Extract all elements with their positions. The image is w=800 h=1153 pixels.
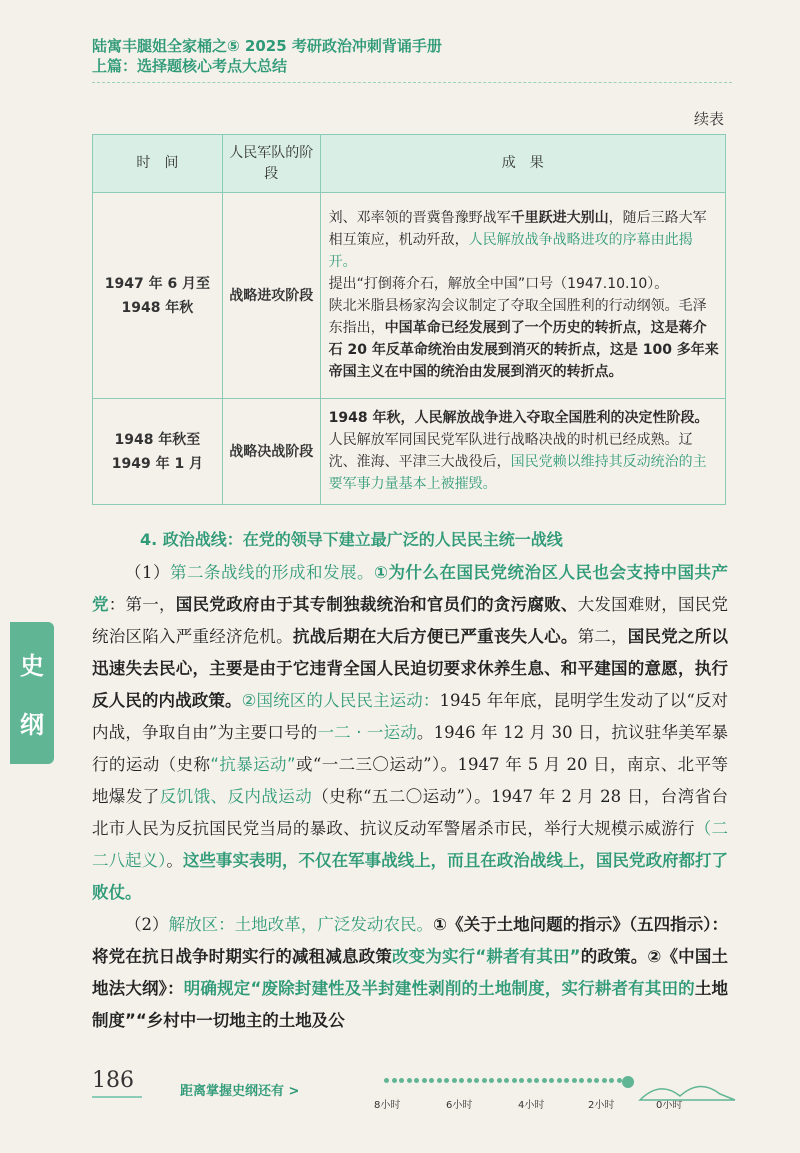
progress-dot: [489, 1078, 494, 1083]
history-table: [92, 134, 726, 505]
header-result: 成 果: [320, 135, 725, 193]
tick-label: 8小时: [374, 1100, 401, 1111]
paragraph-2: （2）解放区：土地改革，广泛发动农民。①《关于土地问题的指示》（五四指示）：将党在抗日战争时期实行的减租减息政策改变为实行“耕者有其田”的政策。②《中国土地法大纲》：明确规定“废除封建性及半封建性剥削的土地制度，实行耕者有其田的土地制度”“乡村中一切地主的土地及公: [92, 915, 729, 1030]
progress-dot: [504, 1078, 509, 1083]
table-row: [93, 399, 726, 505]
header-time: 时 间: [93, 135, 223, 193]
progress-dot: [557, 1078, 562, 1083]
row-result: 刘、邓率领的晋冀鲁豫野战军千里跃进大别山，随后三路大军相互策应，机动歼敌，人民解放战争战略进攻的序幕由此揭开。 提出“打倒蒋介石，解放全中国”口号（1947.10.10）。 陕北米脂县杨家沟会议制定了夺取全国胜利的行动纲领。毛泽东指出，中国革命已经发展到了一个历史的转折点，这是蒋介石 20 年反革命统治由发展到消灭的转折点，这是 100 多年来帝国主义在中国的统治由发展到消灭的转折点。: [320, 193, 725, 399]
progress-dot: [399, 1078, 404, 1083]
progress-dot: [497, 1078, 502, 1083]
table-header-row: [93, 135, 726, 193]
side-tab-char: 纲: [20, 711, 44, 739]
page-footer: [0, 1060, 800, 1120]
progress-dot: [542, 1078, 547, 1083]
row-time: 1948 年秋至 1949 年 1 月: [93, 399, 223, 505]
side-tab-char: 史: [20, 652, 44, 680]
progress-dot: [407, 1078, 412, 1083]
progress-dot: [482, 1078, 487, 1083]
progress-dot: [527, 1078, 532, 1083]
row-time: 1947 年 6 月至 1948 年秋: [93, 193, 223, 399]
progress-dot: [392, 1078, 397, 1083]
chapter-side-tab: [10, 622, 54, 764]
progress-dot: [467, 1078, 472, 1083]
page-number: 186: [92, 1068, 134, 1093]
tick-label: 0小时: [656, 1100, 683, 1111]
progress-dot: [429, 1078, 434, 1083]
row-stage: 战略进攻阶段: [222, 193, 320, 399]
progress-dot: [587, 1078, 592, 1083]
progress-dot: [594, 1078, 599, 1083]
progress-dot: [437, 1078, 442, 1083]
progress-dot: [549, 1078, 554, 1083]
progress-dot: [579, 1078, 584, 1083]
progress-dot: [572, 1078, 577, 1083]
progress-dot: [422, 1078, 427, 1083]
progress-dot: [444, 1078, 449, 1083]
progress-dot: [384, 1078, 389, 1083]
tick-label: 2小时: [588, 1100, 615, 1111]
progress-dot: [564, 1078, 569, 1083]
progress-dot: [459, 1078, 464, 1083]
table-row: [93, 193, 726, 399]
page-number-swoosh: [92, 1096, 142, 1098]
row-stage: 战略决战阶段: [222, 399, 320, 505]
paragraph-1: （1）第二条战线的形成和发展。①为什么在国民党统治区人民也会支持中国共产党：第一，国民党政府由于其专制独裁统治和官员们的贪污腐败、大发国难财，国民党统治区陷入严重经济危机。抗战后期在大后方便已严重丧失人心。第二，国民党之所以迅速失去民心，主要是由于它违背全国人民迫切要求休养生息、和平建国的意愿，执行反人民的内战政策。②国统区的人民民主运动：1945 年年底，昆明学生发动了以“反对内战，争取自由”为主要口号的一二 · 一运动。1946 年 12 月 30 日，抗议驻华美军暴行的运动（史称“抗暴运动”或“一二三〇运动”）。1947 年 5 月 20 日，南京、北平等地爆发了反饥饿、反内战运动（史称“五二〇运动”）。1947 年 2 月 28 日，台湾省台北市人民为反抗国民党当局的暴政、抗议反动军警屠杀市民，举行大规模示威游行（二二八起义）。这些事实表明，不仅在军事战线上，而且在政治战线上，国民党政府都打了败仗。: [92, 563, 729, 902]
progress-label: 距离掌握史纲还有 >: [180, 1084, 300, 1099]
progress-dot: [512, 1078, 517, 1083]
header-stage: 人民军队的阶段: [222, 135, 320, 193]
progress-dot: [452, 1078, 457, 1083]
hills-icon: [600, 1070, 740, 1110]
book-title: 陆寓丰腿姐全家桶之⑤ 2025 考研政治冲刺背诵手册: [92, 37, 442, 55]
progress-dot: [534, 1078, 539, 1083]
section-title: 4. 政治战线：在党的领导下建立最广泛的人民民主统一战线: [140, 530, 563, 549]
row-result: 1948 年秋，人民解放战争进入夺取全国胜利的决定性阶段。人民解放军同国民党军队进行战略决战的时机已经成熟。辽沈、淮海、平津三大战役后，国民党赖以维持其反动统治的主要军事力量基本上被摧毁。: [320, 399, 725, 505]
progress-dot: [414, 1078, 419, 1083]
progress-dot: [474, 1078, 479, 1083]
progress-dot: [519, 1078, 524, 1083]
continued-label: 续表: [693, 110, 724, 128]
header-divider: [92, 82, 732, 83]
tick-label: 6小时: [446, 1100, 473, 1111]
tick-label: 4小时: [518, 1100, 545, 1111]
part-title: 上篇：选择题核心考点大总结: [92, 57, 288, 75]
body-text: [92, 557, 728, 1037]
running-header: [92, 36, 732, 76]
